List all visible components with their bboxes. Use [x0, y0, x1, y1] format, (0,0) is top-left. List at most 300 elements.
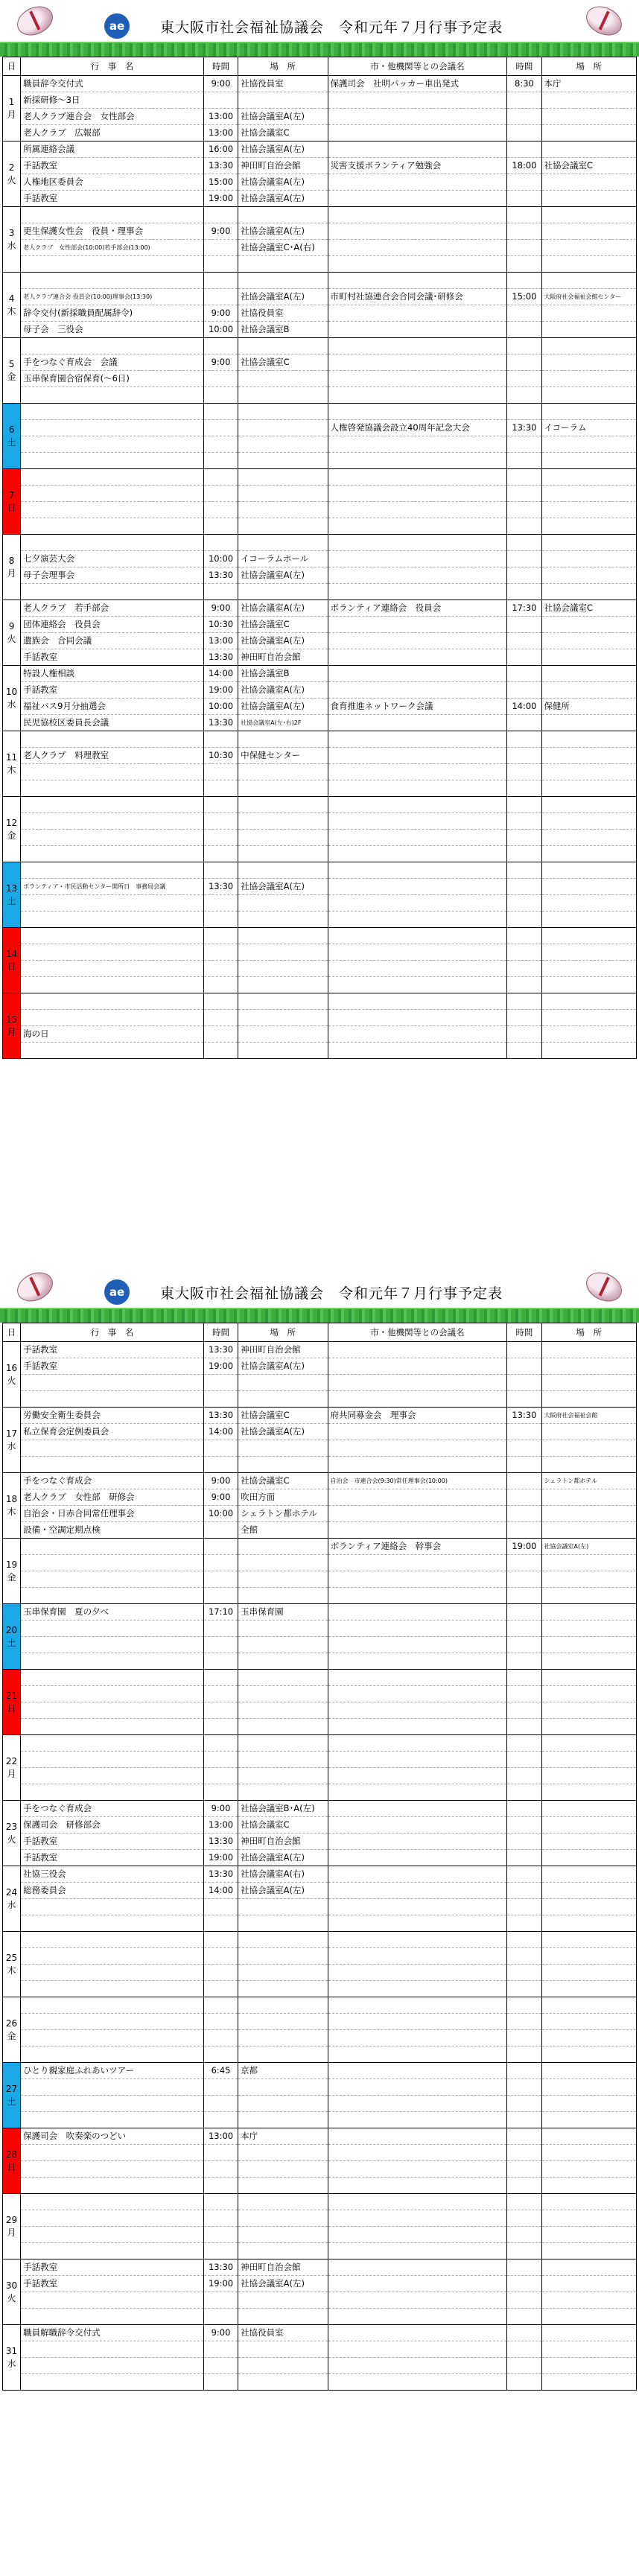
ext-event-time — [507, 1604, 541, 1621]
ext-event-name — [328, 846, 507, 862]
ext-event-time — [507, 2161, 541, 2178]
ext-event-place — [541, 830, 636, 846]
ext-event-time — [507, 961, 541, 977]
table-row — [3, 502, 637, 518]
page-title: 東大阪市社会福祉協議会 令和元年７月行事予定表 — [160, 1285, 503, 1302]
event-place: 社協役員室 — [238, 305, 328, 322]
event-place — [238, 830, 328, 846]
table-row — [3, 2161, 637, 2178]
event-time: 17:10 — [203, 1604, 238, 1621]
table-row — [3, 944, 637, 961]
event-name — [21, 944, 204, 961]
event-place — [238, 2292, 328, 2309]
day-number: 28 — [5, 2149, 18, 2160]
table-row — [3, 1522, 637, 1539]
ext-event-name — [328, 1932, 507, 1948]
weekday-label: 木 — [7, 1965, 16, 1976]
day-cell — [3, 1997, 21, 2063]
ext-event-time — [507, 2128, 541, 2145]
event-place: 社協会議室B･A(左) — [238, 1801, 328, 1817]
ext-event-place — [541, 1915, 636, 1932]
event-time: 9:00 — [203, 600, 238, 617]
event-name: 自治会・日赤合同常任理事会 — [21, 1506, 204, 1522]
ext-event-time — [507, 551, 541, 567]
table-row — [3, 764, 637, 780]
weekday-label: 水 — [7, 1899, 16, 1910]
ext-event-time — [507, 256, 541, 273]
ext-event-name — [328, 2259, 507, 2276]
ext-event-place — [541, 928, 636, 944]
event-name — [21, 436, 204, 453]
event-name: 福祉バス9月分抽選会 — [21, 699, 204, 715]
event-place — [238, 404, 328, 420]
weekday-label: 月 — [7, 567, 16, 579]
event-place — [238, 1915, 328, 1932]
ext-event-place — [541, 2309, 636, 2325]
ext-event-name — [328, 567, 507, 584]
event-place — [238, 1026, 328, 1043]
ext-event-time — [507, 2014, 541, 2030]
ext-event-time — [507, 2276, 541, 2292]
event-time — [203, 2112, 238, 2128]
event-name — [21, 1702, 204, 1719]
ext-event-place — [541, 338, 636, 354]
ext-event-time — [507, 125, 541, 141]
ext-event-time — [507, 453, 541, 469]
event-place — [238, 1752, 328, 1768]
ext-event-place — [541, 1010, 636, 1026]
event-name — [21, 1043, 204, 1059]
event-place — [238, 780, 328, 797]
ext-event-name — [328, 2325, 507, 2341]
event-place: 社協会議室A(左) — [238, 633, 328, 649]
event-place — [238, 912, 328, 928]
event-time — [203, 1621, 238, 1637]
table-row — [3, 191, 637, 207]
ext-event-name — [328, 1522, 507, 1539]
event-place — [238, 2178, 328, 2194]
event-time: 9:00 — [203, 76, 238, 92]
column-header-place: 場 所 — [238, 57, 328, 76]
ext-event-name — [328, 862, 507, 879]
event-time: 13:30 — [203, 567, 238, 584]
weekday-label: 日 — [7, 1702, 16, 1714]
event-name — [21, 895, 204, 912]
event-time: 10:00 — [203, 699, 238, 715]
ext-event-time — [507, 1489, 541, 1506]
ext-event-time — [507, 2079, 541, 2096]
event-time — [203, 977, 238, 993]
event-place — [238, 928, 328, 944]
event-name: 民児協校区委員長会議 — [21, 715, 204, 731]
ext-event-place — [541, 1866, 636, 1883]
table-row — [3, 1539, 637, 1555]
ext-event-time — [507, 223, 541, 240]
event-time — [203, 993, 238, 1010]
ext-event-place — [541, 2358, 636, 2374]
weekday-label: 木 — [7, 1506, 16, 1517]
event-time — [203, 944, 238, 961]
ext-event-name — [328, 2079, 507, 2096]
event-name: 玉串保育園 夏の夕べ — [21, 1604, 204, 1621]
event-place — [238, 1457, 328, 1473]
event-name: 辞令交付(新採職員配属辞令) — [21, 305, 204, 322]
day-number: 23 — [5, 1821, 18, 1832]
event-name — [21, 977, 204, 993]
table-row — [3, 1834, 637, 1850]
ext-event-name — [328, 469, 507, 486]
ext-event-time — [507, 191, 541, 207]
day-number: 22 — [5, 1755, 18, 1766]
event-time — [203, 518, 238, 535]
ext-event-name — [328, 2014, 507, 2030]
ext-event-place — [541, 502, 636, 518]
event-time: 13:30 — [203, 1834, 238, 1850]
table-row — [3, 1358, 637, 1375]
ext-event-place — [541, 223, 636, 240]
day-cell — [3, 469, 21, 535]
ext-event-name — [328, 2128, 507, 2145]
event-name — [21, 1965, 204, 1981]
event-place: 社協会議室B — [238, 666, 328, 682]
weekday-label: 土 — [7, 1637, 16, 1648]
weekday-label: 水 — [7, 2358, 16, 2369]
event-name — [21, 1915, 204, 1932]
ext-event-name — [328, 109, 507, 125]
ext-event-place — [541, 240, 636, 256]
event-time: 19:00 — [203, 1850, 238, 1866]
weekday-label: 火 — [7, 1375, 16, 1386]
day-cell — [3, 1932, 21, 1997]
ext-event-time — [507, 748, 541, 764]
ext-event-name — [328, 436, 507, 453]
event-name: 特設人権相談 — [21, 666, 204, 682]
event-name — [21, 502, 204, 518]
ext-event-time — [507, 2309, 541, 2325]
table-row — [3, 912, 637, 928]
table-row — [3, 1555, 637, 1571]
table-row — [3, 453, 637, 469]
event-time — [203, 2161, 238, 2178]
table-row — [3, 1670, 637, 1686]
event-place — [238, 469, 328, 486]
table-row — [3, 1043, 637, 1059]
event-place — [238, 1440, 328, 1457]
event-place: 京都 — [238, 2063, 328, 2079]
schedule-table — [2, 57, 637, 1059]
column-header-ext-place: 場 所 — [541, 1323, 636, 1342]
ext-event-place — [541, 2227, 636, 2243]
event-time — [203, 2292, 238, 2309]
table-row — [3, 420, 637, 436]
event-time — [203, 1899, 238, 1915]
table-row — [3, 2341, 637, 2358]
event-time: 9:00 — [203, 305, 238, 322]
day-cell — [3, 2325, 21, 2391]
event-time: 13:30 — [203, 715, 238, 731]
event-name — [21, 420, 204, 436]
ext-event-time — [507, 1342, 541, 1358]
event-place — [238, 502, 328, 518]
event-time — [203, 2194, 238, 2210]
table-row — [3, 207, 637, 223]
table-row — [3, 354, 637, 371]
table-row — [3, 1489, 637, 1506]
schedule-page — [0, 1266, 639, 2532]
event-place — [238, 1010, 328, 1026]
ext-event-time — [507, 895, 541, 912]
event-place — [238, 2014, 328, 2030]
ext-event-place — [541, 1997, 636, 2014]
event-name — [21, 797, 204, 813]
table-row — [3, 2128, 637, 2145]
day-cell — [3, 731, 21, 797]
day-number: 14 — [5, 948, 18, 959]
ext-event-name — [328, 207, 507, 223]
ext-event-time — [507, 2243, 541, 2259]
event-time — [203, 1670, 238, 1686]
ext-event-time — [507, 1883, 541, 1899]
ext-event-time — [507, 1719, 541, 1735]
weekday-label: 金 — [7, 1571, 16, 1583]
ext-event-time — [507, 371, 541, 387]
table-row — [3, 1866, 637, 1883]
day-number: 11 — [5, 751, 18, 763]
ext-event-name — [328, 1899, 507, 1915]
event-time — [203, 2210, 238, 2227]
event-place — [238, 2309, 328, 2325]
event-name — [21, 1752, 204, 1768]
ext-event-time — [507, 109, 541, 125]
event-time: 10:00 — [203, 322, 238, 338]
event-name — [21, 518, 204, 535]
event-time — [203, 895, 238, 912]
ext-event-name — [328, 748, 507, 764]
event-place — [238, 2030, 328, 2047]
ext-event-place — [541, 666, 636, 682]
ext-event-place — [541, 518, 636, 535]
event-time — [203, 502, 238, 518]
ext-event-place — [541, 1768, 636, 1784]
ext-event-place — [541, 1784, 636, 1801]
ext-event-time — [507, 1670, 541, 1686]
event-time — [203, 2309, 238, 2325]
ext-event-place — [541, 535, 636, 551]
ext-event-time — [507, 387, 541, 404]
ext-event-name — [328, 1043, 507, 1059]
ext-event-place — [541, 256, 636, 273]
ext-event-place — [541, 322, 636, 338]
ext-event-time — [507, 2227, 541, 2243]
ext-event-time — [507, 1686, 541, 1702]
ext-event-time — [507, 2178, 541, 2194]
ext-event-place — [541, 731, 636, 748]
ext-event-place — [541, 2079, 636, 2096]
ext-event-name — [328, 1817, 507, 1834]
ext-event-name — [328, 453, 507, 469]
event-name: 老人クラブ連合会 役員会(10:00)理事会(13:30) — [21, 289, 204, 305]
event-place: 社協会議室C･A(右) — [238, 240, 328, 256]
day-cell — [3, 1604, 21, 1670]
event-time — [203, 1653, 238, 1670]
event-place: 神田町自治会館 — [238, 158, 328, 174]
table-row — [3, 2358, 637, 2374]
event-time — [203, 1965, 238, 1981]
event-name: 老人クラブ連合会 女性部会 — [21, 109, 204, 125]
event-name — [21, 2079, 204, 2096]
ext-event-time — [507, 354, 541, 371]
ext-event-time — [507, 731, 541, 748]
day-cell — [3, 1735, 21, 1801]
table-row — [3, 1424, 637, 1440]
ext-event-place — [541, 453, 636, 469]
table-row — [3, 2030, 637, 2047]
event-time: 13:00 — [203, 109, 238, 125]
ext-event-name — [328, 486, 507, 502]
day-cell — [3, 797, 21, 862]
ext-event-name — [328, 1555, 507, 1571]
event-time: 14:00 — [203, 1424, 238, 1440]
event-time — [203, 1719, 238, 1735]
ext-event-place — [541, 387, 636, 404]
ext-event-time — [507, 1010, 541, 1026]
table-row — [3, 2210, 637, 2227]
event-place: 社協会議室A(左) — [238, 682, 328, 699]
day-number: 5 — [8, 358, 15, 369]
ext-event-time — [507, 1637, 541, 1653]
ext-event-time — [507, 1768, 541, 1784]
event-name — [21, 486, 204, 502]
table-row — [3, 1621, 637, 1637]
table-row — [3, 125, 637, 141]
ext-event-name — [328, 1375, 507, 1391]
table-row — [3, 2259, 637, 2276]
event-time: 9:00 — [203, 354, 238, 371]
event-name: 手をつなぐ育成会 — [21, 1473, 204, 1489]
ext-event-place — [541, 1026, 636, 1043]
event-place — [238, 1702, 328, 1719]
event-time — [203, 1440, 238, 1457]
event-time — [203, 436, 238, 453]
weekday-label: 水 — [7, 699, 16, 710]
table-row — [3, 1375, 637, 1391]
event-time — [203, 289, 238, 305]
table-row — [3, 174, 637, 191]
event-time — [203, 92, 238, 109]
event-time: 10:30 — [203, 748, 238, 764]
ext-event-place — [541, 486, 636, 502]
column-header-ext-event: 市・他機関等との会議名 — [328, 1323, 507, 1342]
ext-event-time — [507, 617, 541, 633]
table-row — [3, 830, 637, 846]
event-time — [203, 2227, 238, 2243]
ext-event-place — [541, 879, 636, 895]
ext-event-time — [507, 1375, 541, 1391]
table-row — [3, 1408, 637, 1424]
table-row — [3, 699, 637, 715]
day-number: 24 — [5, 1886, 18, 1898]
event-time — [203, 1702, 238, 1719]
event-place: シェラトン都ホテル — [238, 1506, 328, 1522]
ext-event-place — [541, 2374, 636, 2391]
table-row — [3, 1899, 637, 1915]
table-header — [3, 57, 637, 76]
ext-event-time — [507, 1457, 541, 1473]
ext-event-name — [328, 2358, 507, 2374]
ext-event-name: ボランティア連絡会 役員会 — [328, 600, 507, 617]
ext-event-name — [328, 551, 507, 567]
event-time — [203, 453, 238, 469]
event-time: 9:00 — [203, 1489, 238, 1506]
event-time — [203, 813, 238, 830]
ext-event-name — [328, 404, 507, 420]
schedule-table — [2, 1323, 637, 2391]
ext-event-place — [541, 469, 636, 486]
ext-event-time — [507, 977, 541, 993]
table-row — [3, 1817, 637, 1834]
column-header-ext-time: 時間 — [507, 57, 541, 76]
event-place: イコーラムホール — [238, 551, 328, 567]
event-name — [21, 993, 204, 1010]
event-place — [238, 1375, 328, 1391]
day-number: 15 — [5, 1014, 18, 1025]
ext-event-place — [541, 371, 636, 387]
event-name: 保護司会 吹奏楽のつどい — [21, 2128, 204, 2145]
table-row — [3, 1342, 637, 1358]
table-row — [3, 928, 637, 944]
ext-event-name — [328, 993, 507, 1010]
event-name: 手をつなぐ育成会 会議 — [21, 354, 204, 371]
ext-event-place — [541, 436, 636, 453]
event-name — [21, 2194, 204, 2210]
ext-event-name — [328, 912, 507, 928]
event-name: 設備・空調定期点検 — [21, 1522, 204, 1539]
table-row — [3, 2112, 637, 2128]
column-header-place: 場 所 — [238, 1323, 328, 1342]
table-row — [3, 1915, 637, 1932]
event-name: 社協三役会 — [21, 1866, 204, 1883]
day-cell — [3, 600, 21, 666]
table-row — [3, 305, 637, 322]
ext-event-place — [541, 977, 636, 993]
table-row — [3, 1850, 637, 1866]
ext-event-name — [328, 371, 507, 387]
event-place: 社協会議室A(右) — [238, 1866, 328, 1883]
ext-event-name — [328, 2096, 507, 2112]
weekday-label: 火 — [7, 633, 16, 644]
ext-event-place — [541, 1375, 636, 1391]
event-time — [203, 338, 238, 354]
event-name: 新採研修～3日 — [21, 92, 204, 109]
ext-event-place — [541, 912, 636, 928]
ext-event-place — [541, 2063, 636, 2079]
event-place — [238, 2210, 328, 2227]
logo-icon: ae — [104, 1279, 130, 1305]
event-place: 神田町自治会館 — [238, 1834, 328, 1850]
event-time — [203, 928, 238, 944]
event-time — [203, 1522, 238, 1539]
ext-event-name — [328, 1719, 507, 1735]
table-row — [3, 1026, 637, 1043]
ext-event-place — [541, 1588, 636, 1604]
day-number: 10 — [5, 686, 18, 697]
day-number: 3 — [8, 227, 15, 238]
event-place — [238, 2341, 328, 2358]
event-name: 保護司会 研修部会 — [21, 1817, 204, 1834]
day-number: 31 — [5, 2345, 18, 2356]
ext-event-time — [507, 240, 541, 256]
ext-event-name — [328, 1010, 507, 1026]
